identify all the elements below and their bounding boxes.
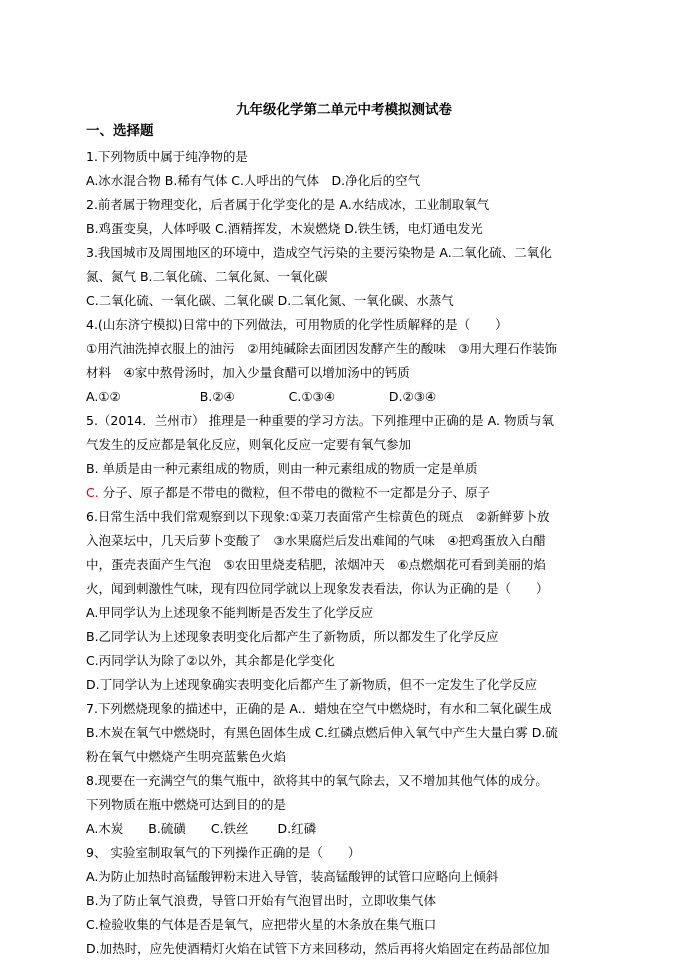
text-line: 9、 实验室制取氧气的下列操作正确的是（ ）	[86, 845, 361, 860]
text-line: C.丙同学认为除了②以外，其余都是化学变化	[86, 653, 335, 668]
text-line: A.木炭 B.硫磺 C.铁丝 D.红磷	[86, 821, 317, 836]
text-line: 气发生的反应都是氧化反应，则氧化反应一定要有氧气参加	[86, 437, 412, 452]
text-line: 入泡菜坛中，几天后萝卜变酸了 ③水果腐烂后发出难闻的气味 ④把鸡蛋放入白醋	[86, 533, 546, 548]
text-line: B. 单质是由一种元素组成的物质，则由一种元素组成的物质一定是单质	[86, 461, 478, 476]
text-line: C.二氧化硫、一氧化碳、二氧化碳 D.二氧化氮、一氧化碳、水蒸气	[86, 293, 454, 308]
text-line: C.检验收集的气体是否是氧气，应把带火星的木条放在集气瓶口	[86, 917, 437, 932]
option-c-text: 分子、原子都是不带电的微粒，但不带电的微粒不一定都是分子、原子	[98, 485, 491, 500]
question-list	[86, 145, 606, 961]
text-line: A.冰水混合物 B.稀有气体 C.人呼出的气体 D.净化后的空气	[86, 173, 421, 188]
text-line: 氮、氮气 B.二氧化硫、二氧化氮、一氧化碳	[86, 269, 328, 284]
text-line: 8.现要在一充满空气的集气瓶中，欲将其中的氧气除去，又不增加其他气体的成分。	[86, 773, 548, 788]
text-line: 4.(山东济宁模拟)日常中的下列做法，可用物质的化学性质解释的是（ ）	[86, 317, 508, 332]
text-line: 中，蛋壳表面产生气泡 ⑤农田里烧麦秸肥，浓烟冲天 ⑥点燃烟花可看到美丽的焰	[86, 557, 546, 572]
text-line: B.为了防止氧气浪费，导管口开始有气泡冒出时，立即收集气体	[86, 893, 437, 908]
text-line: ①用汽油洗掉衣服上的油污 ②用纯碱除去面团因发酵产生的酸味 ③用大理石作装饰	[86, 341, 558, 356]
text-line: 5.（2014．兰州市） 推理是一种重要的学习方法。下列推理中正确的是 A. 物质与氧	[86, 413, 554, 428]
text-line: 材料 ④家中熬骨汤时，加入少量食醋可以增加汤中的钙质	[86, 365, 410, 380]
text-line: D.丁同学认为上述现象确实表明变化后都产生了新物质，但不一定发生了化学反应	[86, 677, 538, 692]
text-line: B.木炭在氧气中燃烧时，有黑色固体生成 C.红磷点燃后伸入氧气中产生大量白雾 D.硫	[86, 725, 558, 740]
text-line: A.甲同学认为上述现象不能判断是否发生了化学反应	[86, 605, 374, 620]
text-line: D.加热时，应先使酒精灯火焰在试管下方来回移动，然后再将火焰固定在药品部位加	[86, 941, 550, 956]
exam-title: 九年级化学第二单元中考模拟测试卷	[236, 102, 452, 118]
text-line: B.乙同学认为上述现象表明变化后都产生了新物质，所以都发生了化学反应	[86, 629, 499, 644]
text-line: A.①② B.②④ C.①③④ D.②③④	[86, 389, 437, 404]
text-line-q5-option-c	[86, 481, 606, 505]
text-line: 粉在氧气中燃烧产生明亮蓝紫色火焰	[86, 749, 287, 764]
text-line: 2.前者属于物理变化，后者属于化学变化的是 A.水结成冰，工业制取氧气	[86, 197, 490, 212]
text-line: 下列物质在瓶中燃烧可达到目的的是	[86, 797, 287, 812]
text-line: B.鸡蛋变臭，人体呼吸 C.酒精挥发，木炭燃烧 D.铁生锈，电灯通电发光	[86, 221, 483, 236]
text-line: 6.日常生活中我们常观察到以下现象:①菜刀表面常产生棕黄色的斑点 ②新鲜萝卜放	[86, 509, 550, 524]
text-line: A.为防止加热时高锰酸钾粉末进入导管，装高锰酸钾的试管口应略向上倾斜	[86, 869, 499, 884]
text-line: 7.下列燃烧现象的描述中，正确的是 A.．蜡烛在空气中燃烧时，有水和二氧化碳生成	[86, 701, 552, 716]
text-line: 3.我国城市及周围地区的环境中，造成空气污染的主要污染物是 A.二氧化硫、二氧化	[86, 245, 552, 260]
text-line: 火，闻到刺激性气味，现有四位同学就以上现象发表看法，你认为正确的是（ ）	[86, 581, 549, 596]
text-line: 1.下列物质中属于纯净物的是	[86, 149, 248, 164]
section-heading: 一、选择题	[86, 123, 154, 139]
option-c-label: C.	[86, 485, 99, 500]
